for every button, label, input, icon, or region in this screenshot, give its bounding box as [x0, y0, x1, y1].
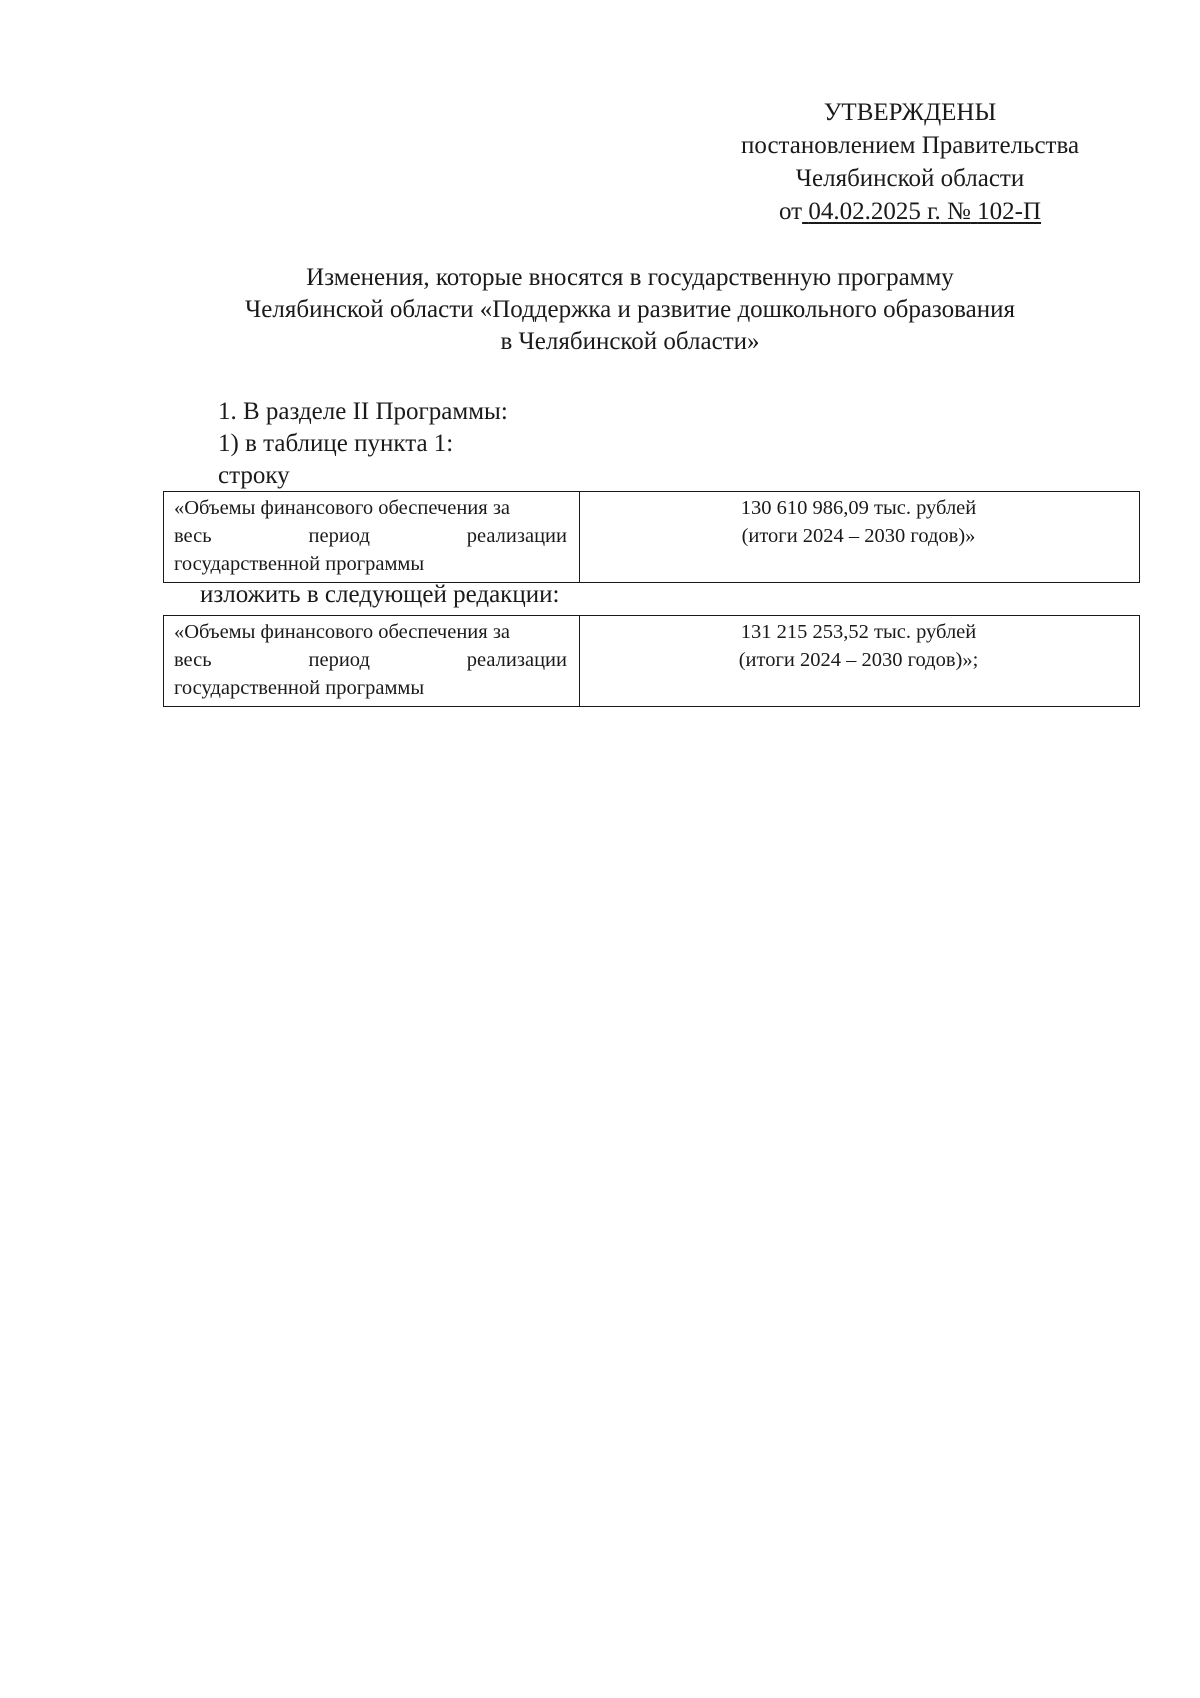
table-row: [164, 616, 1140, 707]
document-title: [150, 262, 1110, 358]
approval-number: 102-П: [977, 198, 1042, 225]
title-line-1: Изменения, которые вносятся в государственную программу: [306, 264, 954, 291]
table-row: [164, 492, 1140, 583]
approval-line-3: Челябинской области: [795, 165, 1025, 192]
item-1: 1. В разделе II Программы:: [218, 398, 508, 425]
approval-heading: УТВЕРЖДЕНЫ: [823, 99, 997, 126]
approval-date-line: [700, 195, 1120, 228]
new-row-table: [163, 615, 1140, 707]
row-word: строку: [218, 462, 290, 489]
new-row-value: 131 215 253,52 тыс. рублей (итоги 2024 – 2030 годов)»;: [580, 616, 1140, 707]
title-line-3: в Челябинской области»: [500, 328, 760, 355]
replace-phrase: изложить в следующей редакции:: [200, 581, 560, 608]
approval-date: 04.02.2025 г.: [808, 198, 941, 225]
approval-date-prefix: от: [778, 198, 803, 225]
approval-number-sign: №: [947, 198, 971, 225]
old-row-label: «Объемы финансового обеспечения за весь период реализации государственной программы: [164, 492, 580, 583]
subitem-1: 1) в таблице пункта 1:: [218, 430, 454, 457]
old-row-value: 130 610 986,09 тыс. рублей (итоги 2024 – 2030 годов)»: [580, 492, 1140, 583]
old-row-table: [163, 491, 1140, 583]
approval-line-2: постановлением Правительства: [740, 132, 1080, 159]
title-line-2: Челябинской области «Поддержка и развитие дошкольного образования: [245, 296, 1015, 323]
approval-block: [700, 96, 1120, 228]
new-row-label: «Объемы финансового обеспечения за весь период реализации государственной программы: [164, 616, 580, 707]
